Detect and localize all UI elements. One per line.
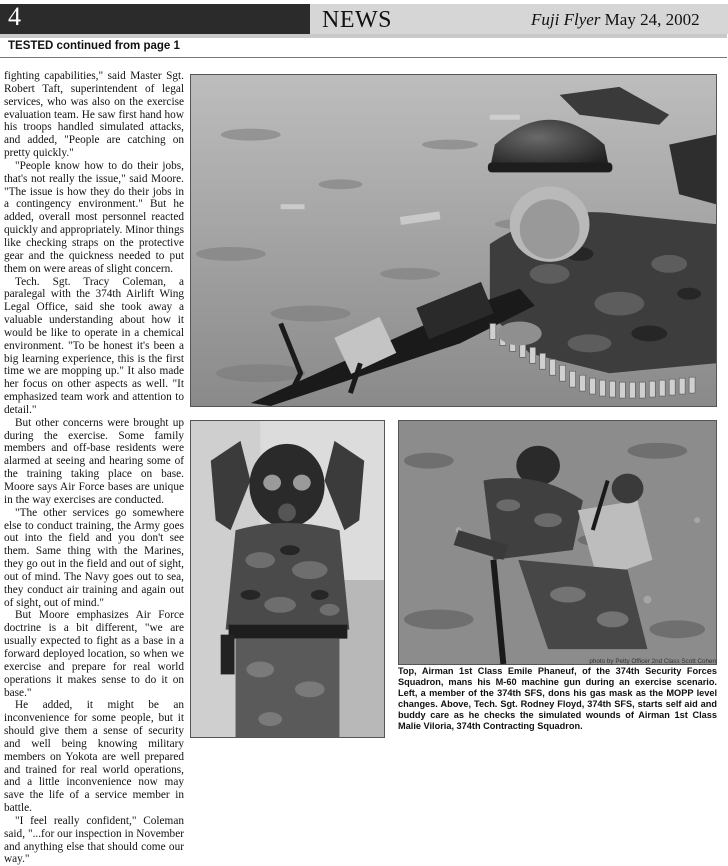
- article-paragraph: Tech. Sgt. Tracy Coleman, a paralegal with the 374th Airlift Wing Legal Office, said she took away a valuable understanding about how it would be like to operate in a chemical environment. "To be honest it's been a big learning experience, this is the first time we are mopping up." It also made her focus on other aspects as well. "It emphasized team work and attention to detail.": [4, 275, 184, 416]
- article-paragraph: But Moore emphasizes Air Force doctrine is a bit different, "we are usually expected to fight as a base in a forward deployed location, so when we exercise and prepare for real world operations it makes sense to do it on base.": [4, 609, 184, 699]
- photo-buddy-care: [398, 420, 717, 665]
- photo-machine-gunner: [190, 74, 717, 407]
- article-paragraph: But other concerns were brought up during the exercise. Some family members and off-base residents were alarmed at seeing and hearing some of the training taking place on base. Moore says Air Force bases are unique in the way exercises are conducted.: [4, 416, 184, 506]
- photo-credit: photo by Petty Officer 2nd Class Scott Cohen: [589, 658, 716, 665]
- masthead: [0, 0, 727, 38]
- jump-headline: TESTED continued from page 1: [8, 40, 180, 52]
- gas-mask-image: [191, 421, 384, 737]
- article-column: [4, 70, 184, 866]
- buddy-care-image: [399, 421, 716, 664]
- page-number: 4: [8, 2, 21, 31]
- publication-name: Fuji Flyer: [531, 10, 601, 29]
- masthead-divider: [0, 34, 727, 38]
- article-paragraph: He added, it might be an inconvenience for some people, but it should give them a sense of security and well being knowing military members on Yokota are well prepared and trained for real world operations, and a little inconvenience now may save the life of a service member in battle.: [4, 699, 184, 815]
- article-paragraph: fighting capabilities," said Master Sgt. Robert Taft, superintendent of legal services, who was also on the exercise evaluation team. He saw first hand how his troops handled simulated attacks, and added, "People are catching on pretty quickly.": [4, 70, 184, 160]
- article-paragraph: "The other services go somewhere else to conduct training, the Army goes out into the field and you don't see them. Same thing with the Marines, they go out in the field and out of sight, out of mind. The Navy goes out to sea, they conduct air training and again out of sight, out of mind.": [4, 506, 184, 609]
- issue-date: May 24, 2002: [604, 10, 700, 29]
- section-title: NEWS: [322, 7, 392, 33]
- photo-caption: Top, Airman 1st Class Emile Phaneuf, of the 374th Security Forces Squadron, mans his M-60 machine gun during an exercise scenario. Left, a member of the 374th SFS, dons his gas mask as the MOPP level changes. Above, Tech. Sgt. Rodney Floyd, 374th SFS, starts self aid and buddy care as he checks the simulated wounds of Airman 1st Class Malie Viloria, 374th Contracting Squadron.: [398, 666, 717, 732]
- article-paragraph: "People know how to do their jobs, that's not really the issue," said Moore. "The issue is how they do their jobs in a contingency environment." But he added, overall most personnel reacted quickly and appropriately. Minor things like checking straps on the protective gear and the quickness needed to put them on were areas of slight concern.: [4, 159, 184, 275]
- photo-gas-mask: [190, 420, 385, 738]
- header-rule: [0, 57, 727, 58]
- machine-gunner-image: [191, 75, 716, 406]
- article-paragraph: "I feel really confident," Coleman said, "...for our inspection in November and anything else that should come our way.": [4, 814, 184, 866]
- publication-line: [531, 8, 700, 32]
